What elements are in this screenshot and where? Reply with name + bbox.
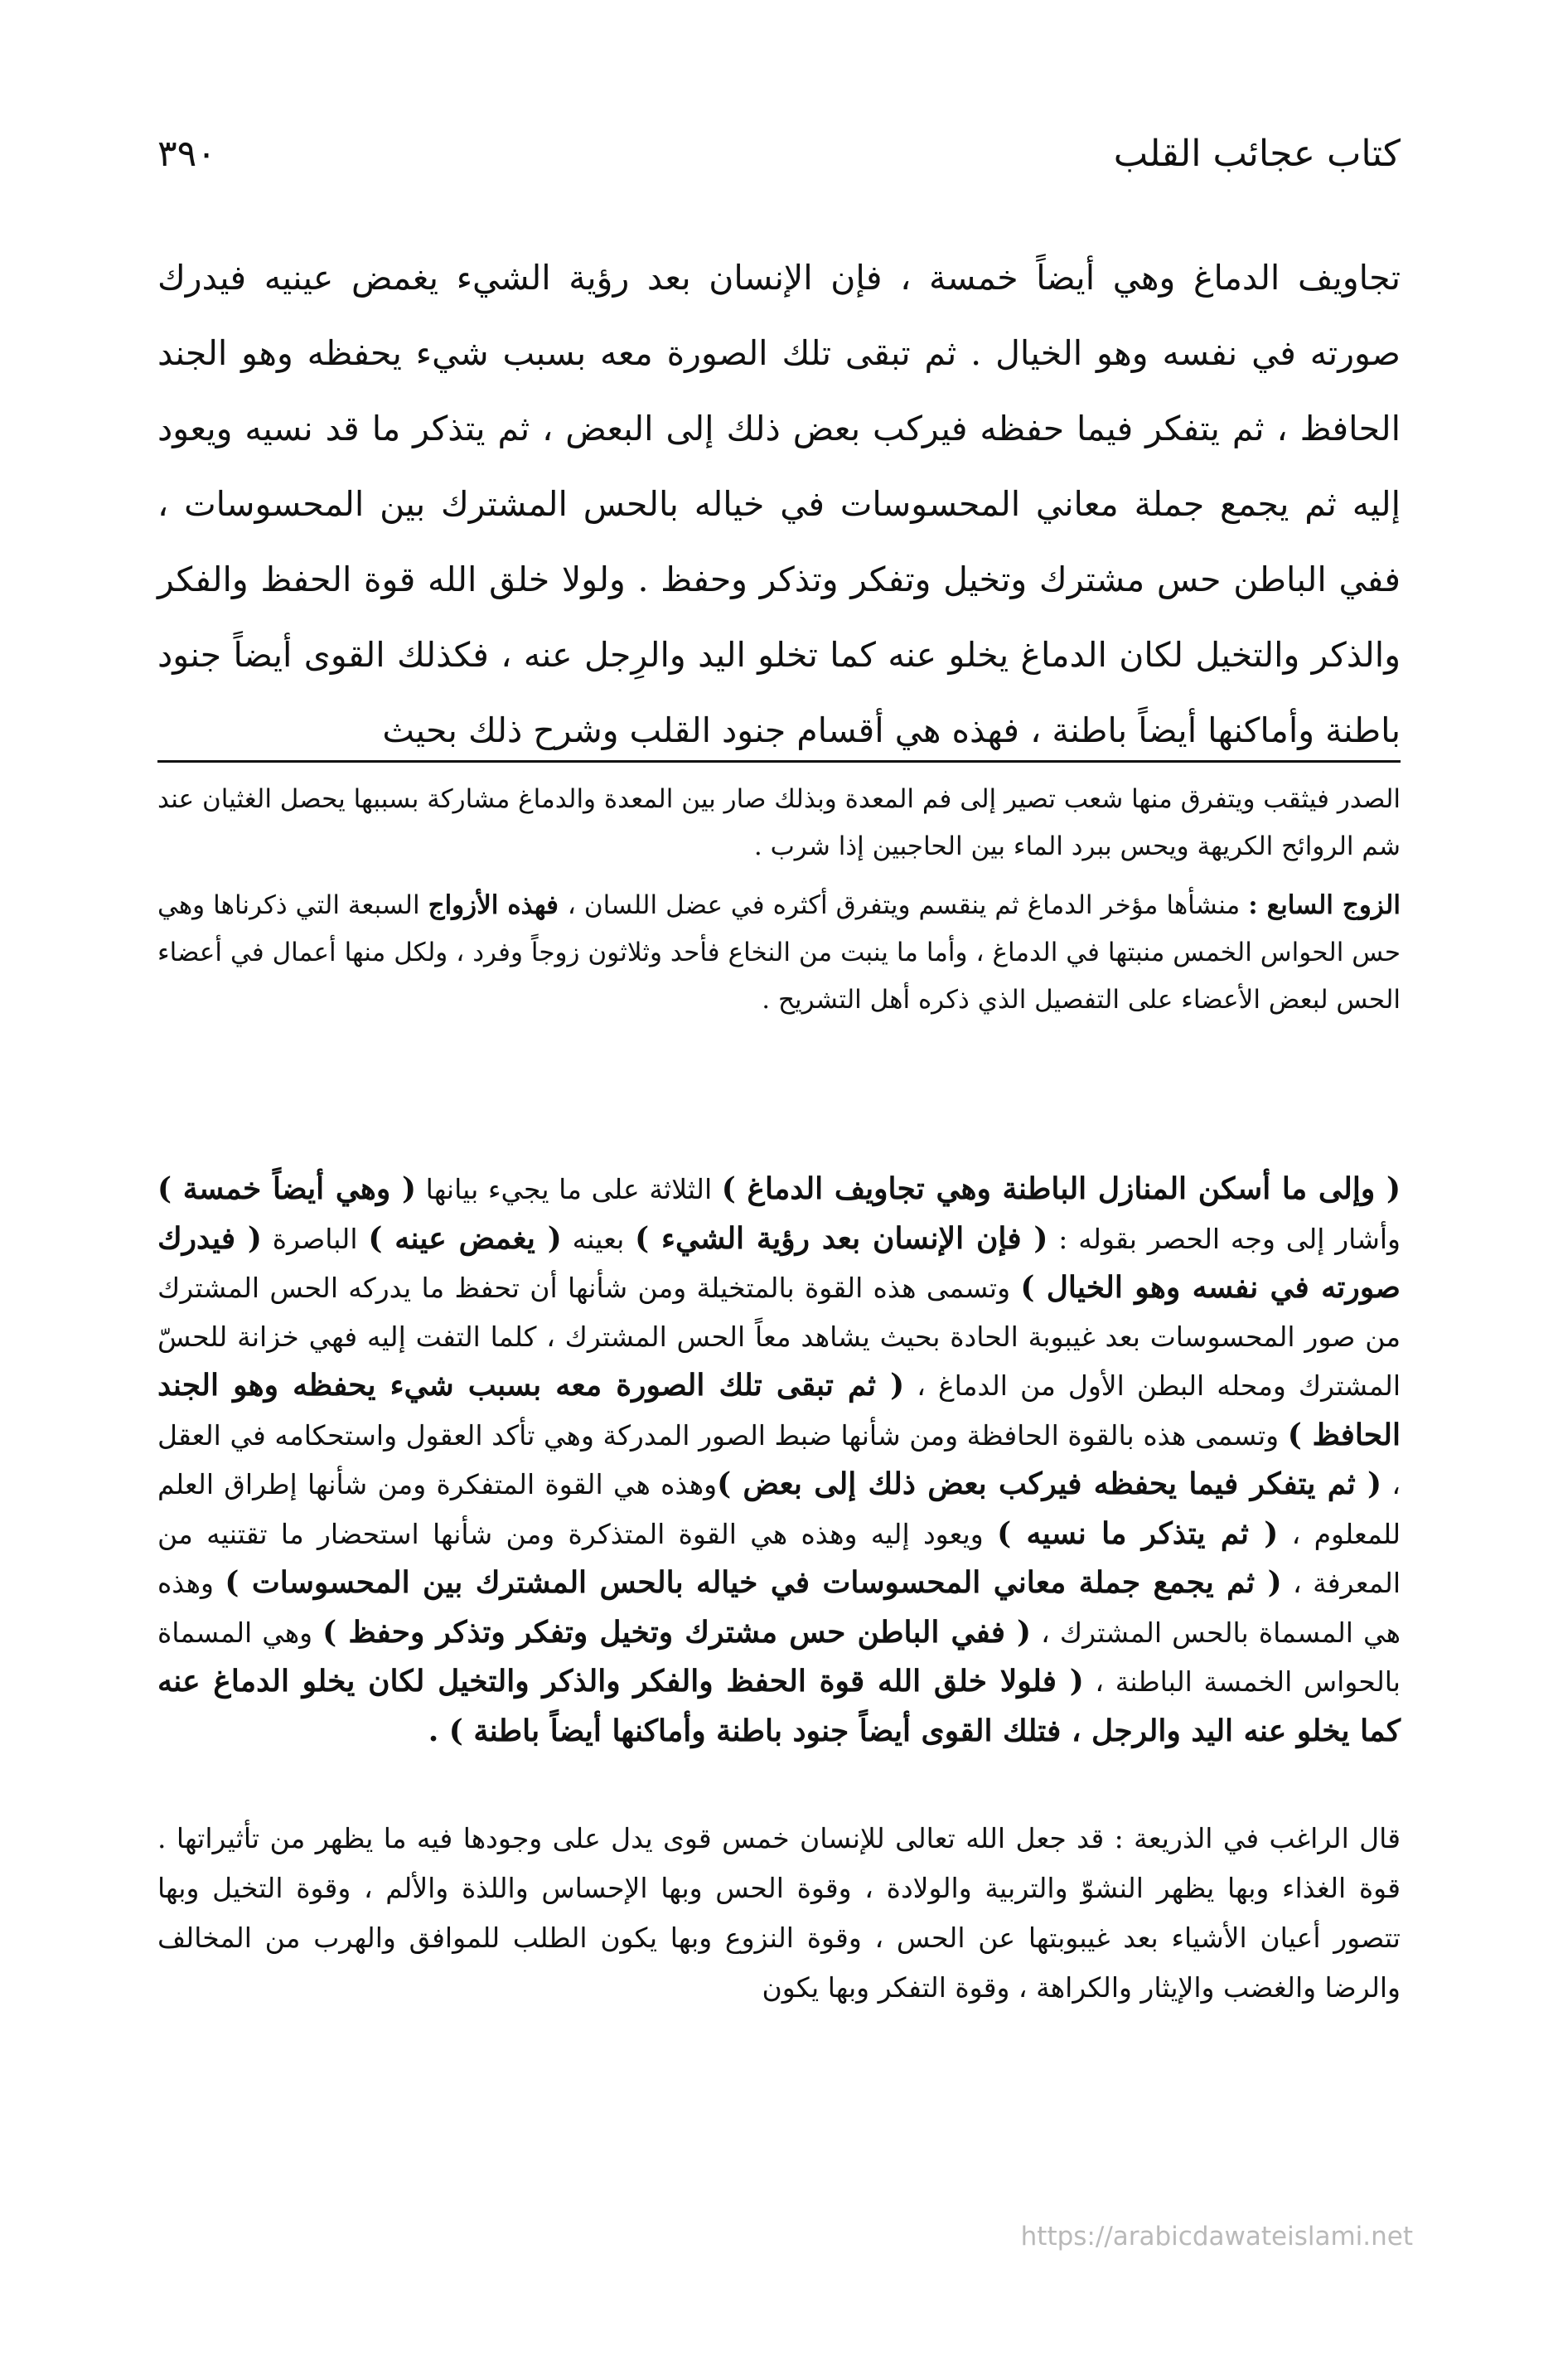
seventh-pair-label: الزوج السابع : (1248, 890, 1401, 920)
quoted-text: ( وهي أيضاً خمسة ) (157, 1171, 416, 1206)
commentary-text: وهذه هي المسماة بالحس المشترك ، (157, 1567, 1401, 1649)
commentary-text: وهي المسماة بالحواس الخمسة الباطنة ، (157, 1616, 1401, 1698)
main-paragraph: تجاويف الدماغ وهي أيضاً خمسة ، فإن الإنسان بعد رؤية الشيء يغمض عينيه فيدرك صورته في نفسه وهو الخيال . ثم تبقى تلك الصورة معه بسبب شيء يحفظه وهو الجند الحافظ ، ثم يتفكر فيما حفظه فيركب بعض ذلك إلى البعض ، ثم يتذكر ما قد نسيه ويعود إليه ثم يجمع جملة معاني المحسوسات في خياله بالحس المشترك بين المحسوسات ، ففي الباطن حس مشترك وتخيل وتفكر وتذكر وحفظ . ولولا خلق الله قوة الحفظ والفكر والذكر والتخيل لكان الدماغ يخلو عنه كما تخلو اليد والرِجل عنه ، فكذلك القوى أيضاً جنود باطنة وأماكنها أيضاً باطنة ، فهذه هي أقسام جنود القلب وشرح ذلك بحيث (157, 258, 1401, 750)
quoted-text: ( ثم يتذكر ما نسيه ) (997, 1515, 1279, 1551)
commentary-text: وتسمى هذه بالقوة الحافظة ومن شأنها ضبط الصور المدركة وهي تأكد العقول واستحكامه في العقل ، (157, 1418, 1401, 1500)
footnote-separator (157, 760, 1401, 763)
footnote-continuation: الصدر فيثقب ويتفرق منها شعب تصير إلى فم المعدة وبذلك صار بين المعدة والدماغ مشاركة بسببها يحصل الغثيان عند شم الروائح الكريهة ويحس ببرد الماء بين الحاجبين إذا شرب . (157, 784, 1401, 861)
commentary-text: وأشار إلى وجه الحصر بقوله : (1048, 1222, 1401, 1255)
book-title: كتاب عجائب القلب (1113, 132, 1401, 175)
quoted-text: ( وإلى ما أسكن المنازل الباطنة وهي تجاويف الدماغ ) (721, 1171, 1401, 1206)
quoted-text: ( فلولا خلق الله قوة الحفظ والفكر والذكر والتخيل لكان يخلو الدماغ عنه كما يخلو عنه اليد والرجل ، فتلك القوى أيضاً جنود باطنة وأماكنها أيضاً باطنة ) . (157, 1664, 1401, 1748)
quoted-text: ( فيدرك صورته في نفسه وهو الخيال ) (157, 1220, 1401, 1305)
raghib-quote (157, 1814, 1401, 2013)
main-text (157, 240, 1401, 768)
commentary-text: وهذه هي القوة المتفكرة ومن شأنها إطراق العلم للمعلوم ، (157, 1468, 1401, 1550)
commentary-paragraph (157, 1165, 1401, 1756)
quoted-text: ( ثم يتفكر فيما يحفظه فيركب بعض ذلك إلى بعض ) (717, 1466, 1382, 1501)
commentary-text: الثلاثة على ما يجيء بيانها (416, 1173, 722, 1205)
quoted-text: ( ثم يجمع جملة معاني المحسوسات في خياله بالحس المشترك بين المحسوسات ) (225, 1565, 1282, 1600)
commentary-text: الباصرة (261, 1222, 369, 1255)
commentary-text: وتسمى هذه القوة بالمتخيلة ومن شأنها أن تحفظ ما يدركه الحس المشترك من صور المحسوسات بعد غيبوبة الحادة بحيث يشاهد معاً الحس المشترك ، كلما التفت إليه فهي خزانة للحسّ المشترك ومحله البطن الأول من الدماغ ، (157, 1272, 1401, 1402)
page-number: ٣٩٠ (157, 132, 216, 175)
footnote-seventh-pair (157, 882, 1401, 1024)
commentary-text: ويعود إليه وهذه هي القوة المتذكرة ومن شأنها استحضار ما تقتنيه من المعرفة ، (157, 1517, 1401, 1599)
raghib-paragraph: قال الراغب في الذريعة : قد جعل الله تعالى للإنسان خمس قوى يدل على وجودها فيه ما يظهر من تأثيراتها . قوة الغذاء وبها يظهر النشوّ والتربية والولادة ، وقوة الحس وبها الإحساس واللذة والألم ، وقوة التخيل وبها تتصور أعيان الأشياء بعد غيبوبتها عن الحس ، وقوة النزوع وبها يكون الطلب للموافق والهرب من المخالف والرضا والغضب والإيثار والكراهة ، وقوة التفكر وبها يكون (157, 1822, 1401, 2004)
running-header (157, 124, 1401, 182)
quoted-text: ( ثم تبقى تلك الصورة معه بسبب شيء يحفظه وهو الجند الحافظ ) (157, 1368, 1401, 1452)
quoted-text: ( فإن الإنسان بعد رؤية الشيء ) (635, 1220, 1048, 1256)
summary-text: السبعة التي ذكرناها وهي حس الحواس الخمس منبتها في الدماغ ، وأما ما ينبت من النخاع فأحد وثلاثون زوجاً وفرد ، ولكل منها أعمال في أعضاء الحس لبعض الأعضاء على التفصيل الذي ذكره أهل التشريح . (157, 890, 1401, 1015)
summary-bold: فهذه الأزواج (428, 890, 568, 920)
quoted-text: ( ففي الباطن حس مشترك وتخيل وتفكر وتذكر وحفظ ) (322, 1614, 1032, 1650)
seventh-pair-text: منشأها مؤخر الدماغ ثم ينقسم ويتفرق أكثره في عضل اللسان ، (567, 890, 1249, 920)
commentary-text: بعينه (561, 1222, 636, 1255)
footnotes (157, 776, 1401, 1035)
watermark: https://arabicdawateislami.net (1020, 2222, 1413, 2252)
quoted-text: ( يغمض عينه ) (368, 1220, 562, 1256)
commentary (157, 1165, 1401, 1756)
